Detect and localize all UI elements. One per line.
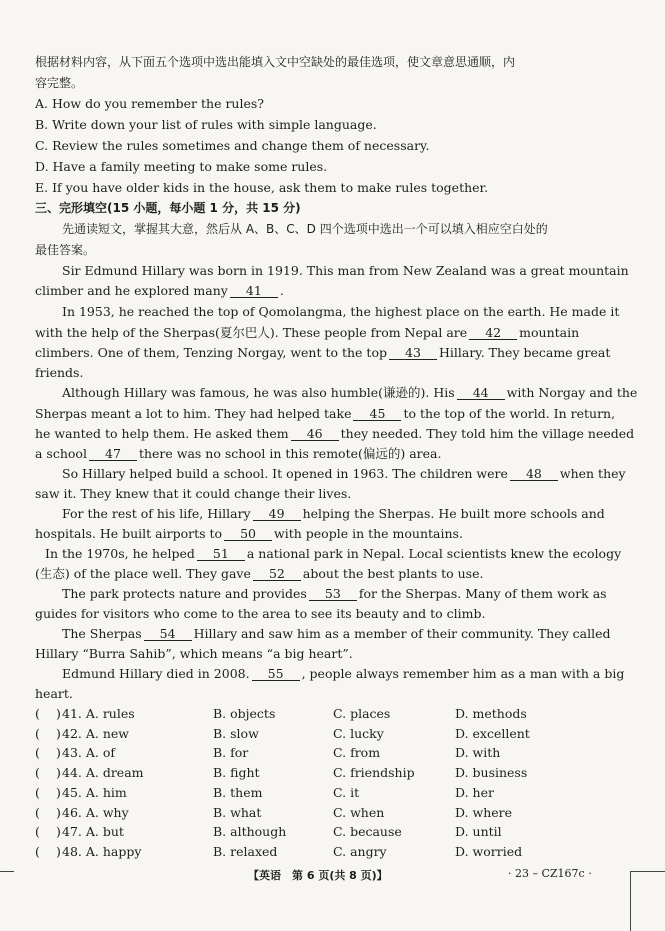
passage-text: for the Sherpas. Many of them work as: [358, 586, 607, 601]
choice-d[interactable]: D. until: [455, 824, 502, 840]
section-instruction: 最佳答案。: [35, 243, 96, 257]
passage-text: For the rest of his life, Hillary: [62, 506, 251, 521]
choice-a[interactable]: 45. A. him: [62, 784, 127, 800]
choice-d[interactable]: D. where: [455, 804, 513, 820]
blank-41[interactable]: 41: [230, 284, 278, 298]
choice-d[interactable]: D. her: [455, 784, 494, 800]
passage-line: heart.: [35, 686, 73, 701]
passage-text: Edmund Hillary died in 2008.: [62, 666, 250, 681]
blank-48[interactable]: 48: [510, 467, 558, 481]
choice-b[interactable]: B. although: [213, 824, 287, 840]
option-b: B. Write down your list of rules with simple language.: [35, 117, 377, 132]
blank-42[interactable]: 42: [469, 326, 517, 340]
instruction-line: 容完整。: [35, 76, 84, 90]
passage-text: In the 1970s, he helped: [45, 546, 195, 561]
passage-text: there was no school in this remote(偏远的) area.: [138, 446, 442, 461]
passage-text: mountain: [519, 325, 580, 340]
instruction-line: 根据材料内容，从下面五个选项中选出能填入文中空缺处的最佳选项，使文章意思通顺，内: [35, 55, 516, 69]
choice-b[interactable]: B. slow: [213, 725, 259, 741]
passage-line: [62, 666, 624, 682]
answer-bracket-open: (: [35, 804, 40, 820]
choice-d[interactable]: D. worried: [455, 843, 523, 859]
option-d: D. Have a family meeting to make some rules.: [35, 159, 328, 174]
answer-bracket-close: ): [56, 843, 61, 859]
passage-line: Hillary “Burra Sahib”, which means “a big heart”.: [35, 646, 353, 661]
answer-bracket-open: (: [35, 784, 40, 800]
choice-b[interactable]: B. what: [213, 804, 262, 820]
blank-53[interactable]: 53: [309, 587, 357, 601]
crop-mark: [630, 871, 665, 872]
paper-code: · 23 – CZ167c ·: [508, 867, 592, 880]
answer-bracket-open: (: [35, 824, 40, 840]
choice-b[interactable]: B. for: [213, 745, 249, 761]
answer-bracket-close: ): [56, 745, 61, 761]
choice-c[interactable]: C. angry: [333, 843, 387, 859]
passage-line: saw it. They knew that it could change their lives.: [35, 486, 352, 501]
passage-text: Hillary and saw him as a member of their community. They called: [193, 626, 611, 641]
choice-a[interactable]: 44. A. dream: [62, 765, 144, 781]
passage-line: guides for visitors who come to the area to see its beauty and to climb.: [35, 606, 486, 621]
choice-d[interactable]: D. methods: [455, 706, 527, 721]
option-c: C. Review the rules sometimes and change them of necessary.: [35, 138, 430, 153]
passage-text: , people always remember him as a man with a big: [301, 666, 625, 681]
passage-text: Although Hillary was famous, he was also humble(谦逊的). His: [62, 385, 455, 400]
option-a: A. How do you remember the rules?: [35, 96, 264, 111]
page-footer: 【英语 第 6 页(共 8 页)】: [248, 869, 388, 882]
passage-line: [35, 325, 579, 341]
choice-a[interactable]: 46. A. why: [62, 804, 129, 820]
passage-text: Sherpas meant a lot to him. They had helped take: [35, 406, 352, 421]
choice-d[interactable]: D. business: [455, 765, 528, 781]
passage-line: [35, 406, 615, 422]
option-e: E. If you have older kids in the house, ask them to make rules together.: [35, 180, 489, 195]
choice-c[interactable]: C. from: [333, 745, 381, 761]
blank-43[interactable]: 43: [389, 346, 437, 360]
choice-c[interactable]: C. lucky: [333, 725, 384, 741]
choice-b[interactable]: B. fight: [213, 765, 260, 781]
choice-c[interactable]: C. when: [333, 804, 385, 820]
passage-line: [62, 626, 611, 642]
passage-text: with the help of the Sherpas(夏尔巴人). These people from Nepal are: [35, 325, 468, 340]
answer-bracket-open: (: [35, 706, 40, 721]
blank-49[interactable]: 49: [253, 507, 301, 521]
passage-text: a school: [35, 446, 87, 461]
passage-line: [35, 566, 483, 582]
answer-bracket-open: (: [35, 765, 40, 781]
choice-c[interactable]: C. places: [333, 706, 391, 721]
passage-text: he wanted to help them. He asked them: [35, 426, 289, 441]
choice-a[interactable]: 47. A. but: [62, 824, 124, 840]
passage-line: Sir Edmund Hillary was born in 1919. This man from New Zealand was a great mountain: [62, 263, 629, 278]
passage-text: (生态) of the place well. They gave: [35, 566, 251, 581]
answer-bracket-open: (: [35, 745, 40, 761]
blank-51[interactable]: 51: [197, 547, 245, 561]
passage-line: [35, 345, 610, 361]
passage-line: [35, 526, 463, 542]
blank-45[interactable]: 45: [353, 407, 401, 421]
passage-text: hospitals. He built airports to: [35, 526, 223, 541]
answer-bracket-close: ): [56, 725, 61, 741]
section-instruction: 先通读短文，掌握其大意，然后从 A、B、C、D 四个选项中选出一个可以填入相应空白处的: [62, 222, 548, 236]
passage-text: climber and he explored many: [35, 283, 228, 298]
passage-text: about the best plants to use.: [302, 566, 484, 581]
choice-a[interactable]: 43. A. of: [62, 745, 115, 761]
passage-line: [62, 586, 607, 602]
passage-text: when they: [559, 466, 626, 481]
passage-line: friends.: [35, 365, 84, 380]
passage-line: [62, 385, 637, 401]
crop-mark: [630, 871, 631, 931]
choice-a[interactable]: 42. A. new: [62, 725, 129, 741]
answer-bracket-open: (: [35, 843, 40, 859]
answer-bracket-close: ): [56, 784, 61, 800]
passage-text: with people in the mountains.: [274, 526, 463, 541]
passage-line: In 1953, he reached the top of Qomolangma, the highest place on the earth. He made it: [62, 304, 620, 319]
blank-52[interactable]: 52: [253, 567, 301, 581]
passage-line: [35, 283, 284, 299]
choice-b[interactable]: B. objects: [213, 706, 276, 721]
passage-line: [35, 426, 634, 442]
passage-text: helping the Sherpas. He built more schools and: [302, 506, 605, 521]
crop-mark: [0, 871, 14, 872]
passage-line: [62, 506, 605, 522]
section-heading: 三、完形填空(15 小题，每小题 1 分，共 15 分): [35, 201, 301, 215]
choice-d[interactable]: D. with: [455, 745, 501, 761]
choice-b[interactable]: B. them: [213, 784, 263, 800]
passage-line: [35, 446, 441, 462]
answer-bracket-close: ): [56, 765, 61, 781]
answer-bracket-open: (: [35, 725, 40, 741]
passage-text: a national park in Nepal. Local scientists knew the ecology: [246, 546, 622, 561]
blank-54[interactable]: 54: [144, 627, 192, 641]
passage-text: The park protects nature and provides: [62, 586, 307, 601]
choice-a[interactable]: 41. A. rules: [62, 706, 135, 721]
answer-bracket-close: ): [56, 804, 61, 820]
choice-c[interactable]: C. friendship: [333, 765, 415, 781]
answer-bracket-close: ): [56, 824, 61, 840]
choice-b[interactable]: B. relaxed: [213, 843, 278, 859]
blank-47[interactable]: 47: [89, 447, 137, 461]
choice-c[interactable]: C. because: [333, 824, 402, 840]
blank-55[interactable]: 55: [252, 667, 300, 681]
choice-a[interactable]: 48. A. happy: [62, 843, 142, 859]
passage-text: .: [279, 283, 284, 298]
blank-44[interactable]: 44: [457, 386, 505, 400]
passage-text: they needed. They told him the village needed: [340, 426, 635, 441]
passage-line: [62, 466, 626, 482]
passage-text: with Norgay and the: [506, 385, 638, 400]
answer-bracket-close: ): [56, 706, 61, 721]
choice-d[interactable]: D. excellent: [455, 725, 530, 741]
choice-c[interactable]: C. it: [333, 784, 360, 800]
blank-46[interactable]: 46: [291, 427, 339, 441]
passage-text: to the top of the world. In return,: [403, 406, 616, 421]
blank-50[interactable]: 50: [224, 527, 272, 541]
passage-text: Hillary. They became great: [438, 345, 611, 360]
passage-text: So Hillary helped build a school. It opened in 1963. The children were: [62, 466, 508, 481]
passage-line: [45, 546, 621, 562]
passage-text: The Sherpas: [62, 626, 142, 641]
passage-text: climbers. One of them, Tenzing Norgay, went to the top: [35, 345, 387, 360]
